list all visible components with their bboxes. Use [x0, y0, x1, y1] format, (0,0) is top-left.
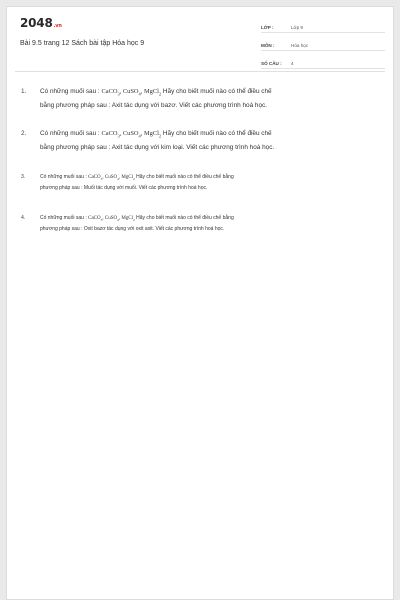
question-line-1 [40, 127, 379, 141]
question-line-1 [40, 172, 379, 183]
meta-value-class: Lớp 9 [291, 25, 303, 30]
meta-row-class [261, 19, 385, 33]
question-prefix: Có những muối sau : [40, 130, 100, 137]
salt-formulas: CaCO$_3$, CuSO$_4$, MgCl$_2$ [88, 175, 135, 181]
question-line-1 [40, 85, 379, 99]
question-suffix: Hãy cho biết muối nào có thể điều chế bằng [136, 215, 234, 221]
question-line-2: bằng phương pháp sau : Axit tác dụng với kim loại. Viết các phương trình hoá học. [40, 143, 275, 151]
question-prefix: Có những muối sau : [40, 215, 87, 221]
question-prefix: Có những muối sau : [40, 174, 87, 180]
meta-label-count: SỐ CÂU : [261, 61, 282, 66]
question-text [40, 85, 379, 112]
worksheet-page [6, 6, 394, 600]
question-number: 3. [21, 174, 26, 180]
meta-label-class: LỚP : [261, 25, 274, 30]
question-prefix: Có những muối sau : [40, 88, 100, 95]
question-suffix: Hãy cho biết muối nào có thể điều chế bằng [136, 174, 234, 180]
question-item [21, 213, 379, 235]
meta-row-subject [261, 37, 385, 51]
meta-info [261, 19, 385, 73]
question-number: 2. [21, 130, 27, 137]
salt-formulas: CaCO$_3$, CuSO$_4$, MgCl$_2$ [101, 88, 162, 97]
question-line-1 [40, 213, 379, 224]
question-text [40, 172, 379, 194]
salt-formulas: CaCO$_3$, CuSO$_4$, MgCl$_2$ [101, 130, 162, 139]
question-item [21, 172, 379, 194]
question-item [21, 85, 379, 112]
worksheet-header [7, 7, 393, 69]
question-list [21, 85, 379, 249]
logo-suffix: .vn [53, 23, 62, 29]
meta-label-subject: MÔN : [261, 43, 275, 48]
question-line-2: bằng phương pháp sau : Axit tác dụng với bazơ. Viết các phương trình hoá học. [40, 101, 268, 109]
question-item [21, 127, 379, 154]
site-logo[interactable] [20, 16, 62, 30]
question-number: 4. [21, 215, 26, 221]
meta-value-subject: Hóa học [291, 43, 309, 48]
question-suffix: Hãy cho biết muối nào có thể điều chế [162, 130, 272, 137]
question-line-2: phương pháp sau : Muối tác dụng với muối. Viết các phương trình hoá học. [40, 185, 208, 191]
logo-text: 2048 [20, 16, 53, 30]
question-text [40, 213, 379, 235]
question-text [40, 127, 379, 154]
question-number: 1. [21, 88, 27, 95]
meta-value-count: 4 [291, 61, 294, 66]
question-line-2: phương pháp sau : Oxit bazơ tác dụng với oxit axit. Viết các phương trình hoá học. [40, 226, 225, 232]
question-suffix: Hãy cho biết muối nào có thể điều chế [162, 88, 272, 95]
meta-row-count [261, 55, 385, 69]
header-divider [15, 71, 385, 72]
page-title: Bài 9.5 trang 12 Sách bài tập Hóa học 9 [20, 40, 145, 47]
salt-formulas: CaCO$_3$, CuSO$_4$, MgCl$_2$ [88, 216, 135, 222]
